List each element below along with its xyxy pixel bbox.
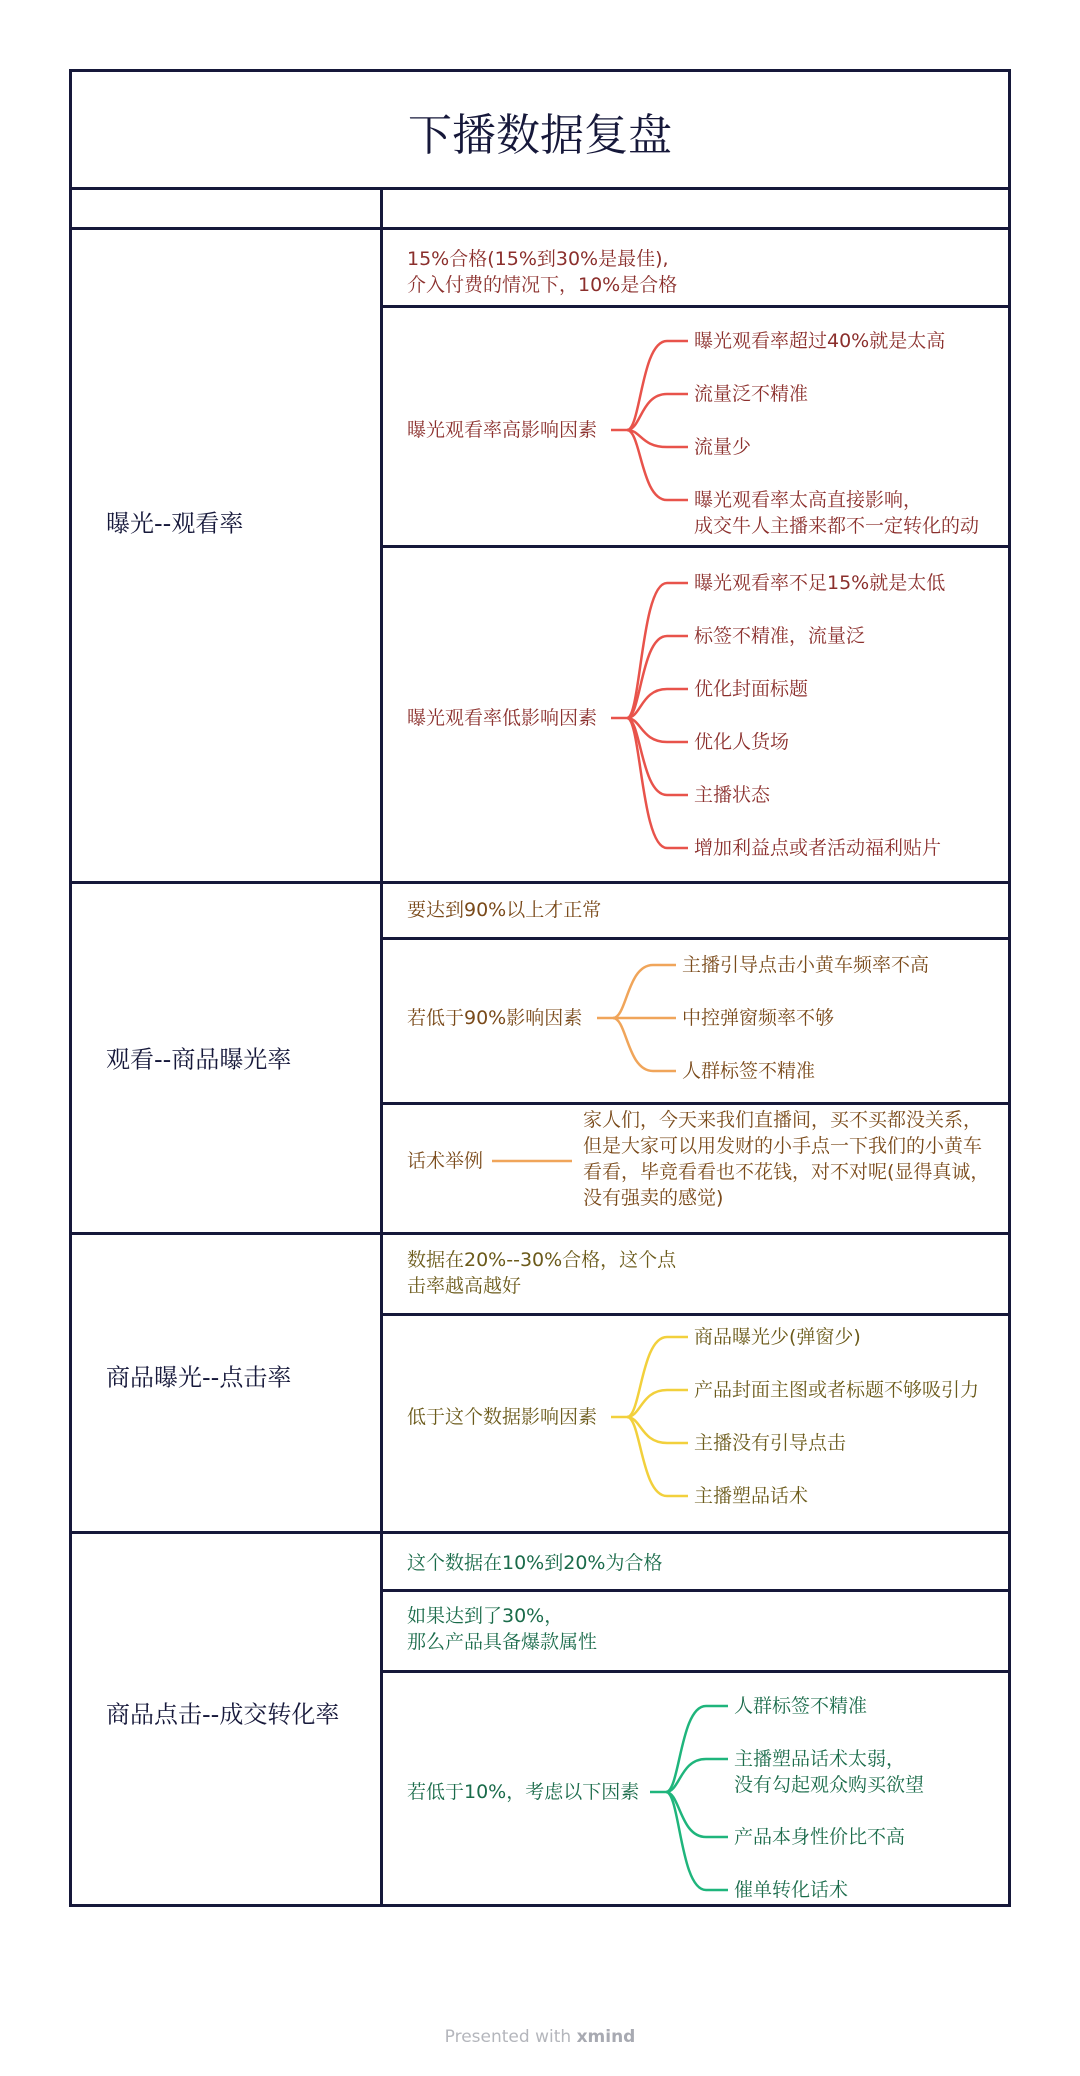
topic-label xyxy=(407,705,597,731)
branch-item-line: 流量泛不精准 xyxy=(694,383,809,405)
branch-item-line: 成交牛人主播来都不一定转化的动 xyxy=(694,515,980,537)
branch-line xyxy=(627,583,688,718)
section-note-line: 那么产品具备爆款属性 xyxy=(407,1631,598,1653)
branch-item-line: 产品封面主图或者标题不够吸引力 xyxy=(694,1379,980,1401)
branch-item-line: 主播塑品话术 xyxy=(694,1485,809,1507)
topic-label xyxy=(407,1404,597,1430)
branch-item xyxy=(694,835,941,861)
branch-item-line: 人群标签不精准 xyxy=(682,1060,816,1082)
section-note-line: 这个数据在10%到20%为合格 xyxy=(407,1552,663,1574)
branch-item-line: 主播没有引导点击 xyxy=(694,1432,847,1454)
branch-item-line: 曝光观看率超过40%就是太高 xyxy=(694,330,946,352)
branch-item xyxy=(694,1377,979,1403)
page-title: 下播数据复盘 xyxy=(408,110,672,161)
branch-item xyxy=(734,1877,848,1903)
topic-label-line: 若低于10%，考虑以下因素 xyxy=(407,1781,640,1803)
branch-item xyxy=(682,1005,834,1031)
branch-item-line: 中控弹窗频率不够 xyxy=(682,1007,835,1029)
section-note-line: 15%合格(15%到30%是最佳), xyxy=(407,248,669,270)
branch-item xyxy=(734,1693,867,1719)
example-text-line: 没有强卖的感觉) xyxy=(583,1187,724,1209)
section-note-line: 击率越高越好 xyxy=(407,1275,522,1297)
section-note-line: 如果达到了30%， xyxy=(407,1605,564,1627)
section-note xyxy=(407,1550,662,1576)
topic-label xyxy=(407,1779,639,1805)
branch-item-line: 曝光观看率太高直接影响， xyxy=(694,489,923,511)
branch-item-line: 优化封面标题 xyxy=(694,678,809,700)
topic-label xyxy=(407,417,597,443)
example-text-line: 家人们，今天来我们直播间，买不买都没关系， xyxy=(583,1109,983,1131)
section-label: 商品曝光--点击率 xyxy=(106,1363,292,1392)
row-divider xyxy=(380,937,1008,940)
branch-line xyxy=(627,341,688,430)
branch-item-line: 主播引导点击小黄车频率不高 xyxy=(682,954,930,976)
example-text-line: 看看，毕竟看看也不花钱，对不对呢(显得真诚， xyxy=(583,1161,990,1183)
branch-item-line: 曝光观看率不足15%就是太低 xyxy=(694,572,946,594)
branch-item-line: 主播塑品话术太弱， xyxy=(734,1748,906,1770)
branch-item xyxy=(694,434,751,460)
footer-prefix: Presented with xyxy=(444,2027,572,2047)
branch-line xyxy=(627,718,688,848)
header-divider xyxy=(72,227,1008,230)
branch-line xyxy=(627,430,688,500)
topic-label-line: 话术举例 xyxy=(407,1150,484,1172)
branch-item-line: 标签不精准，流量泛 xyxy=(694,625,866,647)
section-divider xyxy=(72,881,1008,884)
footer xyxy=(0,2027,1080,2047)
branch-line xyxy=(613,965,676,1018)
branch-item xyxy=(694,487,979,539)
branch-item xyxy=(734,1824,905,1850)
row-divider xyxy=(380,305,1008,308)
section-note-line: 要达到90%以上才正常 xyxy=(407,899,602,921)
branch-item-line: 产品本身性价比不高 xyxy=(734,1826,906,1848)
section-label: 观看--商品曝光率 xyxy=(106,1045,292,1074)
row-divider xyxy=(380,1102,1008,1105)
row-divider xyxy=(380,1313,1008,1316)
branch-item xyxy=(682,952,929,978)
branch-item xyxy=(694,328,945,354)
table-frame xyxy=(69,69,1011,1907)
topic-label-line: 若低于90%影响因素 xyxy=(407,1007,583,1029)
topic-label-line: 曝光观看率高影响因素 xyxy=(407,419,598,441)
branch-item xyxy=(694,623,865,649)
branch-line xyxy=(613,1018,676,1071)
branch-item-line: 增加利益点或者活动福利贴片 xyxy=(694,837,942,859)
branch-line xyxy=(666,1792,728,1890)
branch-line xyxy=(627,636,688,718)
section-label: 曝光--观看率 xyxy=(106,509,244,538)
row-divider xyxy=(380,1670,1008,1673)
branch-item xyxy=(682,1058,815,1084)
branch-item xyxy=(734,1746,924,1798)
branch-item-line: 优化人货场 xyxy=(694,731,790,753)
section-note xyxy=(407,246,677,298)
branch-item xyxy=(694,676,808,702)
branch-item-line: 催单转化话术 xyxy=(734,1879,849,1901)
section-note xyxy=(407,1603,597,1655)
branch-item xyxy=(694,570,945,596)
topic-label-line: 低于这个数据影响因素 xyxy=(407,1406,598,1428)
section-note-line: 数据在20%--30%合格，这个点 xyxy=(407,1249,677,1271)
section-label: 商品点击--成交转化率 xyxy=(106,1700,340,1729)
example-text-line: 但是大家可以用发财的小手点一下我们的小黄车 xyxy=(583,1135,983,1157)
example-text xyxy=(583,1107,989,1211)
branch-item xyxy=(694,1430,846,1456)
section-note-line: 介入付费的情况下，10%是合格 xyxy=(407,274,678,296)
branch-item xyxy=(694,729,789,755)
branch-line xyxy=(627,1337,688,1417)
topic-label-line: 曝光观看率低影响因素 xyxy=(407,707,598,729)
branch-line xyxy=(627,1417,688,1496)
branch-item-line: 没有勾起观众购买欲望 xyxy=(734,1774,925,1796)
xmind-logo: xmind xyxy=(576,2027,636,2047)
branch-item-line: 主播状态 xyxy=(694,784,771,806)
section-note xyxy=(407,897,601,923)
branch-item xyxy=(694,381,808,407)
branch-item-line: 商品曝光少(弹窗少) xyxy=(694,1326,861,1348)
branch-line xyxy=(666,1706,728,1792)
branch-item-line: 人群标签不精准 xyxy=(734,1695,868,1717)
topic-label xyxy=(407,1005,582,1031)
section-divider xyxy=(72,1232,1008,1235)
branch-line xyxy=(627,718,688,795)
column-divider xyxy=(380,187,383,1904)
branch-item xyxy=(694,782,770,808)
section-note xyxy=(407,1247,676,1299)
branch-item-line: 流量少 xyxy=(694,436,752,458)
branch-item xyxy=(694,1483,808,1509)
section-divider xyxy=(72,1531,1008,1534)
row-divider xyxy=(380,545,1008,548)
row-divider xyxy=(380,1589,1008,1592)
topic-label xyxy=(407,1148,483,1174)
branch-item xyxy=(694,1324,861,1350)
title-divider xyxy=(72,187,1008,190)
